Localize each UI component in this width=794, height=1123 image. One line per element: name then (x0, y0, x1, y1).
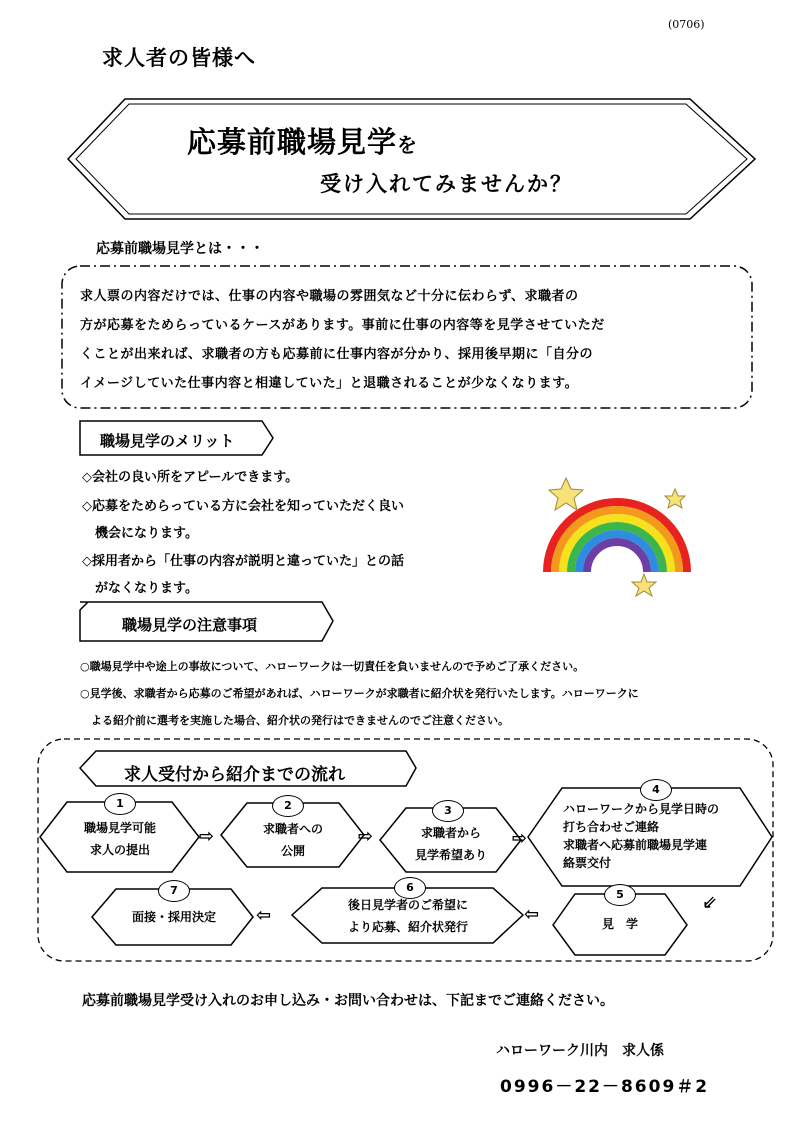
step-6-text (322, 894, 494, 938)
arrow-left-icon: ⇦ (256, 905, 272, 926)
step-number: 6 (394, 877, 426, 899)
step-number: 4 (640, 779, 672, 801)
phone-number: 0996－22－8609＃2 (500, 1077, 710, 1097)
step-line: 求人の提出 (89, 843, 150, 857)
intro-line: 方が応募をためらっているケースがあります。事前に仕事の内容等を見学させていただ (80, 318, 605, 333)
step-line: 打ち合わせご連絡 (563, 820, 660, 834)
what-is-heading: 応募前職場見学とは・・・ (96, 241, 264, 257)
note-line: ○職場見学中や途上の事故について、ハローワークは一切責任を負いませんので予めご了承ください。 (80, 660, 585, 673)
office-name: ハローワーク川内 求人係 (496, 1043, 664, 1059)
step-3-text (398, 822, 504, 866)
merit-line: 機会になります。 (82, 526, 198, 541)
step-4-text (563, 800, 753, 872)
step-line: 求職者へ応募前職場見学連 (563, 838, 708, 852)
notes-title: 職場見学の注意事項 (122, 616, 258, 634)
step-2-text (240, 818, 346, 862)
title-particle: を (397, 133, 419, 157)
note-line: よる紹介前に選考を実施した場合、紹介状の発行はできませんのでご注意ください。 (80, 714, 509, 727)
step-5-text (575, 913, 665, 935)
merit-line: がなくなります。 (82, 581, 198, 596)
document-code: (0706) (668, 18, 705, 31)
main-title-line1 (187, 120, 418, 161)
step-line: 求職者への (262, 822, 323, 836)
step-line: 求職者から (420, 826, 481, 840)
merits-title: 職場見学のメリット (100, 432, 235, 450)
flow-title: 求人受付から紹介までの流れ (124, 765, 345, 785)
arrow-down-left-icon: ⇙ (702, 892, 718, 913)
star-icon-3 (632, 574, 656, 596)
arrow-left-icon: ⇦ (524, 904, 540, 925)
step-number: 2 (272, 795, 304, 817)
main-title-line2: 受け入れてみませんか？ (320, 172, 573, 196)
star-icon-1 (549, 478, 583, 510)
step-1-text (64, 817, 176, 861)
step-line: ハローワークから見学日時の (563, 802, 720, 816)
intro-line: 求人票の内容だけでは、仕事の内容や職場の雰囲気など十分に伝わらず、求職者の (80, 289, 579, 304)
title-main: 応募前職場見学 (187, 125, 398, 159)
step-number: 7 (158, 880, 190, 902)
intro-line: イメージしていた仕事内容と相違していた」と退職されることが少なくなります。 (80, 376, 579, 391)
contact-instruction: 応募前職場見学受け入れのお申し込み・お問い合わせは、下記までご連絡ください。 (82, 993, 614, 1009)
step-line: 面接・採用決定 (131, 910, 216, 924)
note-line: ○見学後、求職者から応募のご希望があれば、ハローワークが求職者に紹介状を発行いたします。ハローワークに (80, 687, 639, 700)
rainbow-illustration (547, 478, 687, 596)
arrow-right-icon: ⇨ (358, 826, 374, 847)
step-line: 見 学 (601, 917, 638, 931)
arrow-right-icon: ⇨ (199, 826, 215, 847)
step-line: より応募、紹介状発行 (347, 920, 468, 934)
star-icon-2 (665, 489, 685, 508)
step-line: 絡票交付 (563, 856, 612, 870)
merit-line: ◇採用者から「仕事の内容が説明と違っていた」との話 (82, 554, 404, 569)
intro-paragraph (80, 282, 730, 398)
step-line: 後日見学者のご希望に (347, 898, 468, 912)
arrow-right-icon: ⇨ (512, 828, 528, 849)
step-7-text (116, 906, 232, 928)
step-line: 見学希望あり (414, 848, 487, 862)
step-line: 職場見学可能 (83, 821, 156, 835)
addressee-heading: 求人者の皆様へ (102, 46, 256, 70)
merit-line: ◇会社の良い所をアピールできます。 (82, 470, 299, 485)
intro-line: くことが出来れば、求職者の方も応募前に仕事内容が分かり、採用後早期に「自分の (80, 347, 594, 362)
merit-line: ◇応募をためらっている方に会社を知っていただく良い (82, 499, 404, 514)
step-number: 3 (432, 800, 464, 822)
step-number: 1 (104, 793, 136, 815)
step-line: 公開 (280, 844, 305, 858)
step-number: 5 (604, 884, 636, 906)
